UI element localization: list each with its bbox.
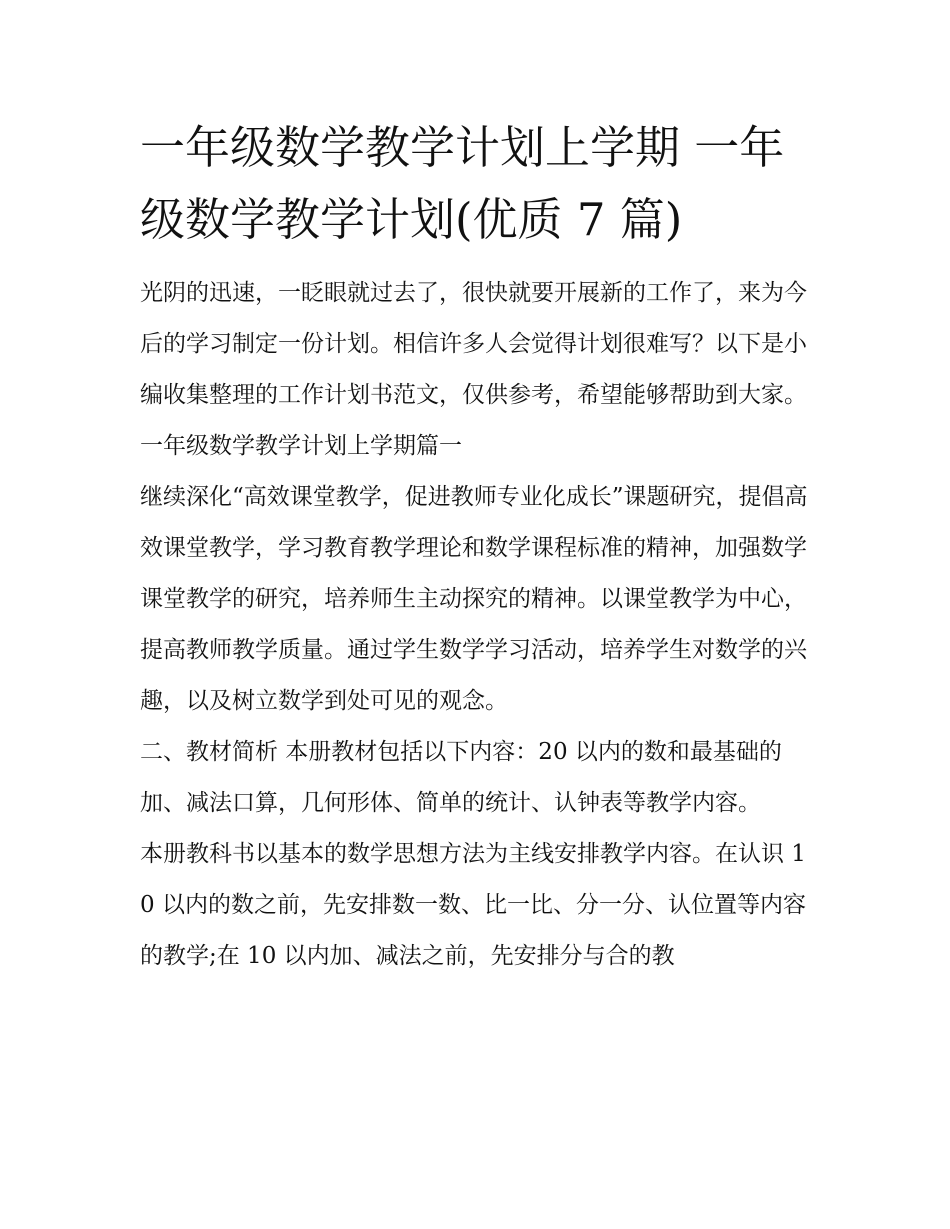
document-page <box>140 112 814 982</box>
document-title: 一年级数学教学计划上学期 一年级数学教学计划(优质 7 篇) <box>140 121 785 246</box>
intro-paragraph: 光阴的迅速，一眨眼就过去了，很快就要开展新的工作了，来为今后的学习制定一份计划。相信许多人会觉得计划很难写？以下是小编收集整理的工作计划书范文，仅供参考，希望能够帮助到大家。 <box>140 280 807 408</box>
materials-paragraph: 二、教材简析 本册教材包括以下内容：20 以内的数和最基础的加、减法口算，几何形体、简单的统计、认钟表等教学内容。 <box>140 739 782 816</box>
section-paragraph: 继续深化“高效课堂教学，促进教师专业化成长”课题研究，提倡高效课堂教学，学习教育教学理论和数学课程标准的精神，加强数学课堂教学的研究，培养师生主动探究的精神。以课堂教学为中心，提高教师教学质量。通过学生数学学习活动，培养学生对数学的兴趣，以及树立数学到处可见的观念。 <box>140 484 808 714</box>
section-heading: 一年级数学教学计划上学期篇一 <box>140 433 462 459</box>
textbook-paragraph: 本册教科书以基本的数学思想方法为主线安排教学内容。在认识 10 以内的数之前，先安排数一数、比一比、分一分、认位置等内容的教学;在 10 以内加、减法之前，先安排分与合的教 <box>140 841 806 969</box>
document-body <box>140 268 814 982</box>
